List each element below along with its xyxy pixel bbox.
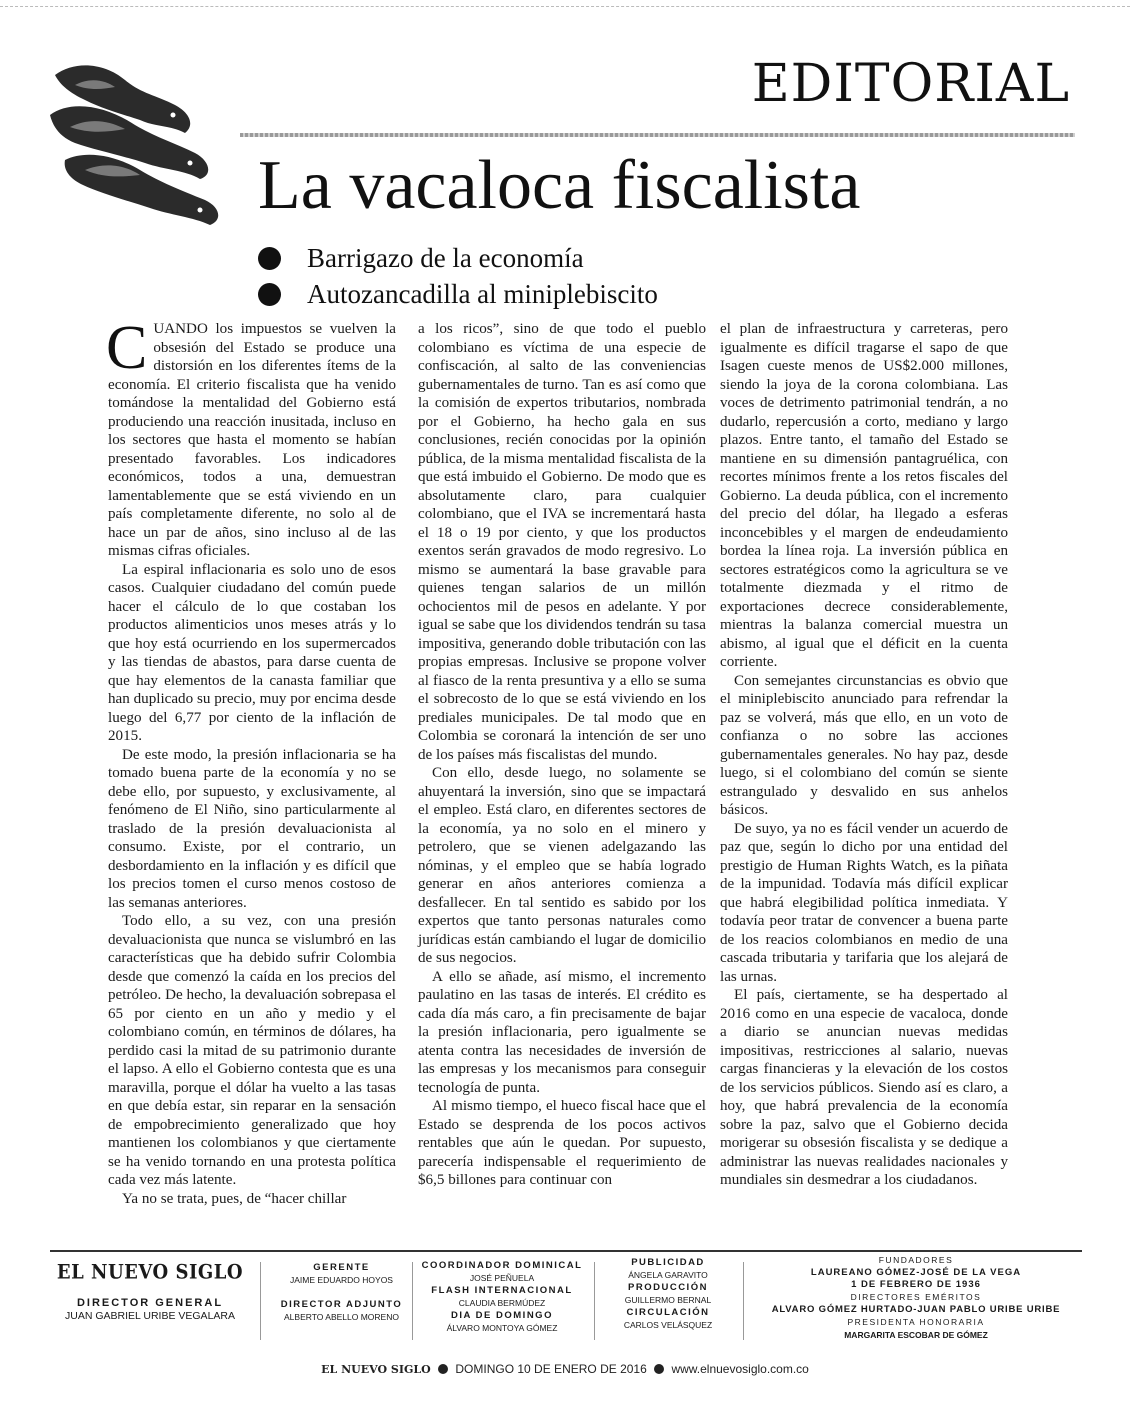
article-column-1 (106, 314, 396, 1208)
director-name: JUAN GABRIEL URIBE VEGALARA (65, 1310, 235, 1322)
circulacion-name: CARLOS VELÁSQUEZ (623, 1320, 713, 1330)
masthead-divider (743, 1262, 744, 1340)
paragraph: La espiral inflacionaria es solo uno de esos casos. Cualquier ciudadano del común puede hacer el cálculo de lo que costaban los productos alimenticios unos meses atrás y lo que hoy está ocurriendo en los supermercados y las tiendas de abastos, para darse cuenta de que hay elementos de la canasta familiar que han duplicado su precio, muy por encima desde luego del 6,77 por ciento de la inflación de 2015. (108, 561, 396, 744)
headline: La vacaloca fiscalista (258, 147, 861, 224)
page-footer (0, 1362, 1130, 1376)
masthead-divider (412, 1262, 413, 1340)
fundadores-label: FUNDADORES (878, 1255, 954, 1265)
horses-illustration-icon (45, 55, 230, 235)
fundacion-date: 1 DE FEBRERO DE 1936 (851, 1279, 981, 1290)
emeritos-label: DIRECTORES EMÉRITOS (850, 1292, 982, 1302)
masthead-gerencia (264, 1262, 419, 1324)
paragraph: el plan de infraestructura y carreteras, pero igualmente es difícil tragarse el sapo de que Isagen cueste menos de US$2.000 millones, siendo la joya de la corona colombiana. Las voces de detrimento patrimonial tendrán, a no dudarlo, repercusión a corto, mediano y largo plazos. Entre tanto, el tamaño del Estado se mantiene en su dimensión pantagruélica, con recortes mínimos frente a los retos fiscales del Gobierno. La deuda pública, con el incremento del precio del dólar, ha llegado a esferas inconcebibles y el margen de endeudamiento bordea la línea roja. La inversión pública en sectores estratégicos como la agricultura se ve totalmente diezmada y el ritmo de exportaciones decrece considerablemente, mientras la balanza comercial muestra un abismo, al igual que el déficit en la cuenta corriente. (720, 321, 1008, 670)
article-column-2 (418, 320, 706, 1190)
circulacion-label: CIRCULACIÓN (626, 1307, 710, 1318)
subhead-text: Autozancadilla al miniplebiscito (307, 278, 658, 309)
dia-label: DIA DE DOMINGO (451, 1310, 553, 1321)
adjunto-name: ALBERTO ABELLO MORENO (284, 1312, 399, 1322)
bullet-icon (654, 1364, 664, 1374)
paragraph: El país, ciertamente, se ha despertado al 2016 como en una especie de vacaloca, donde a diario se anuncian nuevas medidas impositivas, restricciones al salario, nuevas cargas financieras y la elevación de los costos de los servicios públicos. Siendo así es claro, a hoy, que habrá prevalencia de la economía sobre la paz, salvo que el Gobierno decida morigerar su obsesión fiscalista y se dedique a administrar las nuevas realidades nacionales y mundiales sin desmedrar a los ciudadanos. (720, 987, 1008, 1188)
masthead-divider (594, 1262, 595, 1340)
paragraph: Ya no se trata, pues, de “hacer chillar (122, 1190, 347, 1207)
subhead-item (258, 276, 658, 312)
masthead (50, 1250, 1082, 1348)
footer-date: DOMINGO 10 DE ENERO DE 2016 (455, 1362, 647, 1376)
paragraph: Al mismo tiempo, el hueco fiscal hace que el Estado se desprenda de los pocos activos rentables que aún le quedan. Por supuesto, parecería indispensable el requerimiento de $6,5 billones para continuar con (418, 1098, 706, 1188)
drop-cap: C (106, 314, 148, 382)
bullet-icon (258, 283, 281, 306)
subheads (258, 240, 658, 312)
article-column-3 (720, 320, 1008, 1190)
paragraph: Con ello, desde luego, no solamente se ahuyentará la inversión, sino que se impactará el empleo. Está claro, en diferentes sectores de la economía, ya no solo en el minero y petrolero, que se vienen adelgazando las nóminas, y el empleo que se había logrado generar en años anteriores comienza a desfallecer. En tal sentido es sabido por los expertos que tanto personas naturales como jurídicas están cambiando el lugar de domicilio de sus negocios. (418, 765, 706, 966)
coord-name: JOSÉ PEÑUELA (469, 1273, 535, 1283)
produccion-name: GUILLERMO BERNAL (624, 1295, 712, 1305)
produccion-label: PRODUCCIÓN (628, 1282, 708, 1293)
subhead-item (258, 240, 658, 276)
honoraria-label: PRESIDENTA HONORARIA (847, 1317, 985, 1327)
paragraph: Con semejantes circunstancias es obvio que el miniplebiscito anunciado para refrendar la paz se volverá, más que ello, en un voto de confianza o no sobre las acciones gubernamentales generales. No hay paz, desde luego, si el colombiano del común se siente estrangulado y desvalido en sus anhelos básicos. (720, 672, 1008, 818)
paragraph: Todo ello, a su vez, con una presión devaluacionista que nunca se vislumbró en las características que ha debido sufrir Colombia desde que comenzó la caída en los precios del petróleo. De hecho, la devaluación sobrepasa el 65 por ciento en un año y medio y el colombiano común, en términos de dólares, ha perdido casi la mitad de su patrimonio durante el lapso. A ello el Gobierno contesta que es una maravilla, porque el dólar ha vuelto a las tasas en que debía estar, sin reparar en la sensación de empobrecimiento generalizado que hoy mantienen los colombianos y que ciertamente se ha venido tornando en una protesta política cada vez más latente. (108, 913, 396, 1188)
flash-label: FLASH INTERNACIONAL (431, 1285, 573, 1296)
paragraph: De este modo, la presión inflacionaria se ha tomado buena parte de la economía y no se debe ello, por supuesto, y exclusivamente, al fenómeno de El Niño, sino particularmente al traslado de la presión devaluacionista al consumo. Existe, por el contrario, un desbordamiento en la inflación y es difícil que los precios tomen el curso menos costoso de las semanas anteriores. (108, 746, 396, 911)
masthead-fundadores (750, 1254, 1082, 1342)
masthead-dominical (416, 1260, 588, 1335)
fundadores-names: LAUREANO GÓMEZ-JOSÉ DE LA VEGA (810, 1267, 1022, 1278)
dia-name: ÁLVARO MONTOYA GÓMEZ (446, 1323, 558, 1333)
honoraria-name: MARGARITA ESCOBAR DE GÓMEZ (844, 1330, 988, 1340)
publicidad-label: PUBLICIDAD (631, 1257, 705, 1268)
masthead-divider (260, 1262, 261, 1340)
coord-label: COORDINADOR DOMINICAL (421, 1260, 583, 1271)
top-border (0, 6, 1130, 8)
masthead-logo-block (50, 1262, 250, 1323)
bullet-icon (258, 247, 281, 270)
adjunto-label: DIRECTOR ADJUNTO (280, 1299, 403, 1310)
footer-logo: EL NUEVO SIGLO (321, 1363, 431, 1376)
section-rule (240, 133, 1075, 137)
emeritos-names: ALVARO GÓMEZ HURTADO-JUAN PABLO URIBE URIBE (771, 1304, 1061, 1315)
gerente-name: JAIME EDUARDO HOYOS (290, 1275, 393, 1285)
paragraph: De suyo, ya no es fácil vender un acuerdo de paz que, según lo dicho por una entidad del prestigio de Human Rights Watch, es la piñata de la impunidad. Todavía más difícil explicar que habrá elegibilidad política inmediata. Y todavía peor tratar de convencer a buena parte de los reacios colombianos en medio de una cascada tributaria y tarifaria que los alejará de las urnas. (720, 820, 1008, 985)
bullet-icon (438, 1364, 448, 1374)
paragraph: A ello se añade, así mismo, el incremento paulatino en las tasas de interés. El crédito es cada día más caro, a fin precisamente de bajar la presión inflacionaria, pero igualmente se atenta contra las necesidades de inversión de las empresas y los mecanismos para conseguir tecnología de punta. (418, 968, 706, 1096)
footer-url[interactable]: www.elnuevosiglo.com.co (671, 1362, 809, 1376)
flash-name: CLAUDIA BERMÚDEZ (458, 1298, 546, 1308)
masthead-comercial (598, 1257, 738, 1332)
newspaper-logo: EL NUEVO SIGLO (56, 1260, 244, 1285)
director-label: DIRECTOR GENERAL (76, 1297, 224, 1309)
paragraph: a los ricos”, sino de que todo el pueblo colombiano es víctima de una especie de confiscación, al salto de las conveniencias gubernamentales de turno. Tan es así como que la comisión de expertos tributarios, nombrada por el Gobierno, ha hecho gala en sus conclusiones, recién conocidas por la opinión pública, de la misma mentalidad fiscalista de la que está imbuido el Gobierno. De modo que es absolutamente claro, para cualquier colombiano, que el IVA se incrementará hasta el 18 o 19 por ciento, y que los productos exentos serán gravados de modo regresivo. Lo mismo se aumentará la base gravable para quienes tengan salarios de un millón ochocientos mil de pesos en adelante. Y por igual se sabe que los dividendos tendrán su tasa impositiva, generando doble tributación con las propias empresas. Inclusive se propone volver al fiasco de la renta presuntiva y a ello se suma el sobrecosto de lo que se está viviendo en los prediales municipales. De tal modo que en Colombia se coronará la intención de ser uno de los países más fiscalistas del mundo. (418, 321, 706, 763)
gerente-label: GERENTE (313, 1262, 370, 1273)
publicidad-name: ÁNGELA GARAVITO (628, 1270, 708, 1280)
subhead-text: Barrigazo de la economía (307, 242, 584, 273)
section-title: EDITORIAL (751, 54, 1070, 114)
paragraph: CUANDO los impuestos se vuelven la obsesión del Estado se produce una distorsión en los diferentes ítems de la economía. El criterio fiscalista que ha venido tomándose la mentalidad del Gobierno está produciendo una reacción inusitada, incluso en los sectores que hasta el momento se habían presentado favorables. Los indicadores económicos, todos a una, demuestran lamentablemente que se está viviendo en un país completamente diferente, no solo al de hace un par de años, sino incluso al de las mismas cifras oficiales. (106, 314, 396, 559)
